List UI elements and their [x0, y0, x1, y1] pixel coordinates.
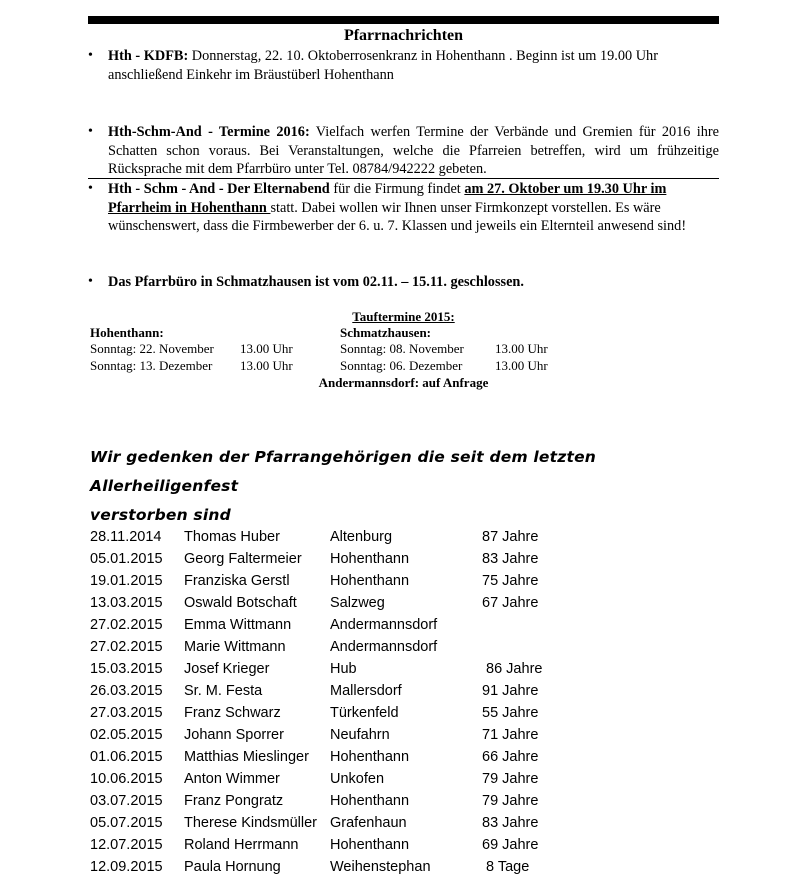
death-date: 27.02.2015 — [90, 617, 163, 633]
news-body: Vielfach werfen Termine der Verbände und Gremien für 2016 ihre Schatten schon voraus. Bei Veranstaltungen, welche die Pfarreien betreffen, wird um frühzeitige Rücksprache mit dem Pfarrbüro unter Tel. 08784/942222 gebeten. — [108, 124, 719, 177]
death-place: Hohenthann — [330, 793, 410, 809]
deceased-age: 83 Jahre — [482, 815, 539, 831]
memorial-line: Wir gedenken der Pfarrangehörigen die seit dem letzten Allerheiligenfest — [90, 448, 597, 495]
news-text — [108, 47, 719, 84]
death-date: 27.03.2015 — [90, 705, 163, 721]
deceased-age: 86 Jahre — [482, 661, 543, 677]
table-row — [90, 658, 572, 680]
table-row — [90, 526, 572, 548]
tauftermine-row — [340, 341, 548, 357]
news-item-termine — [88, 123, 719, 179]
tauftermine-time: 13.00 Uhr — [495, 357, 548, 373]
table-row — [90, 746, 572, 768]
deceased-name: Georg Faltermeier — [184, 551, 302, 567]
death-place: Hohenthann — [330, 551, 410, 567]
death-date: 28.11.2014 — [90, 529, 162, 545]
deceased-name: Franz Pongratz — [184, 793, 284, 809]
death-date: 12.07.2015 — [90, 837, 163, 853]
tauftermine-date: Sonntag: 13. Dezember — [90, 357, 213, 373]
deceased-age: 66 Jahre — [482, 749, 539, 765]
tauftermine-note: Andermannsdorf: auf Anfrage — [318, 375, 489, 390]
tauftermine-hohenthann — [90, 325, 293, 374]
deceased-age — [482, 614, 572, 636]
table-row — [90, 592, 572, 614]
table-row — [90, 856, 572, 878]
table-row — [90, 548, 572, 570]
death-date: 13.03.2015 — [90, 595, 163, 611]
news-emphasis: am 27. Oktober um 19.30 Uhr im Pfarrheim in Hohenthann — [108, 181, 667, 216]
deceased-name: Emma Wittmann — [184, 617, 292, 633]
deceased-name: Thomas Huber — [184, 529, 280, 545]
tauftermine-head: Hohenthann: — [90, 325, 164, 340]
memorial-heading — [90, 443, 690, 530]
deceased-age: 75 Jahre — [482, 573, 539, 589]
death-place: Hohenthann — [330, 837, 410, 853]
deceased-age: 67 Jahre — [482, 595, 539, 611]
deceased-name: Oswald Botschaft — [184, 595, 297, 611]
header-rule — [88, 16, 719, 24]
death-place: Mallersdorf — [330, 683, 402, 699]
death-date: 05.01.2015 — [90, 551, 163, 567]
news-body: Donnerstag, 22. 10. Oktoberrosenkranz in Hohenthann . Beginn ist um 19.00 Uhr anschließend Einkehr im Bräustüberl Hohenthann — [108, 48, 658, 83]
death-place: Weihenstephan — [330, 859, 431, 875]
deceased-table-body — [90, 526, 572, 878]
death-place: Andermannsdorf — [330, 617, 438, 633]
news-lead: Hth - KDFB: — [108, 48, 189, 64]
table-row — [90, 768, 572, 790]
table-row — [90, 680, 572, 702]
deceased-age: 79 Jahre — [482, 771, 539, 787]
death-place: Neufahrn — [330, 727, 390, 743]
death-date: 03.07.2015 — [90, 793, 163, 809]
tauftermine-date: Sonntag: 06. Dezember — [340, 357, 463, 373]
deceased-name: Paula Hornung — [184, 859, 281, 875]
table-row — [90, 570, 572, 592]
memorial-line: verstorben sind — [90, 506, 231, 524]
news-body: für die Firmung findet — [329, 181, 465, 197]
table-row — [90, 614, 572, 636]
death-date: 10.06.2015 — [90, 771, 163, 787]
table-row — [90, 790, 572, 812]
tauftermine-date: Sonntag: 22. November — [90, 341, 214, 357]
tauftermine-time: 13.00 Uhr — [240, 357, 293, 373]
bullet-icon: • — [88, 274, 93, 289]
table-row — [90, 834, 572, 856]
deceased-name: Franz Schwarz — [184, 705, 281, 721]
deceased-age: 71 Jahre — [482, 727, 539, 743]
death-date: 12.09.2015 — [90, 859, 163, 875]
news-text — [108, 273, 719, 292]
deceased-name: Johann Sporrer — [184, 727, 284, 743]
deceased-age: 55 Jahre — [482, 705, 539, 721]
deceased-name: Sr. M. Festa — [184, 683, 263, 699]
deceased-table — [90, 526, 572, 878]
news-body: statt. Dabei wollen wir Ihnen unser Firmkonzept vorstellen. Es wäre wünschenswert, dass die Firmbewerber der 6. u. 7. Klassen und jeweils ein Elternteil anwesend sind! — [108, 199, 687, 234]
death-place: Hub — [330, 661, 357, 677]
tauftermine-row — [340, 358, 548, 374]
death-date: 05.07.2015 — [90, 815, 163, 831]
deceased-age: 8 Tage — [482, 859, 530, 875]
death-date: 02.05.2015 — [90, 727, 163, 743]
deceased-name: Josef Krieger — [184, 661, 270, 677]
page-title: Pfarrnachrichten — [343, 27, 464, 44]
death-place: Hohenthann — [330, 749, 410, 765]
news-item-kdfb — [88, 47, 719, 84]
deceased-age: 91 Jahre — [482, 683, 539, 699]
table-row — [90, 812, 572, 834]
death-place: Salzweg — [330, 595, 385, 611]
deceased-name: Roland Herrmann — [184, 837, 299, 853]
tauftermine-schmatzhausen — [340, 325, 548, 374]
deceased-name: Matthias Mieslinger — [184, 749, 309, 765]
death-place: Türkenfeld — [330, 705, 399, 721]
tauftermine-title: Tauftermine 2015: — [352, 309, 455, 324]
bullet-icon: • — [88, 124, 93, 139]
death-place: Altenburg — [330, 529, 393, 545]
death-place: Grafenhaun — [330, 815, 407, 831]
bullet-icon: • — [88, 181, 93, 196]
news-lead: Das Pfarrbüro in Schmatzhausen ist vom 02.11. – 15.11. geschlossen. — [108, 274, 524, 290]
tauftermine-time: 13.00 Uhr — [240, 341, 293, 357]
news-item-pfarrbuero — [88, 273, 719, 292]
tauftermine-time: 13.00 Uhr — [495, 341, 548, 357]
tauftermine-date: Sonntag: 08. November — [340, 341, 464, 357]
tauftermine-row — [90, 341, 293, 357]
news-text — [108, 123, 719, 179]
deceased-age — [482, 636, 572, 658]
news-text — [108, 180, 719, 236]
deceased-age: 83 Jahre — [482, 551, 539, 567]
table-row — [90, 702, 572, 724]
deceased-age: 69 Jahre — [482, 837, 539, 853]
news-lead: Hth - Schm - And - Der Elternabend — [108, 181, 330, 197]
separator-line — [88, 178, 719, 179]
bullet-icon: • — [88, 48, 93, 63]
deceased-age: 87 Jahre — [482, 529, 539, 545]
news-item-elternabend — [88, 180, 719, 236]
death-date: 27.02.2015 — [90, 639, 163, 655]
death-date: 15.03.2015 — [90, 661, 163, 677]
tauftermine-row — [90, 358, 293, 374]
death-date: 26.03.2015 — [90, 683, 163, 699]
death-place: Andermannsdorf — [330, 639, 438, 655]
death-date: 19.01.2015 — [90, 573, 163, 589]
news-lead: Hth-Schm-And - Termine 2016: — [108, 124, 310, 140]
tauftermine-head: Schmatzhausen: — [340, 325, 432, 340]
death-place: Hohenthann — [330, 573, 410, 589]
deceased-name: Anton Wimmer — [184, 771, 280, 787]
death-place: Unkofen — [330, 771, 385, 787]
deceased-name: Franziska Gerstl — [184, 573, 290, 589]
death-date: 01.06.2015 — [90, 749, 163, 765]
table-row — [90, 724, 572, 746]
deceased-age: 79 Jahre — [482, 793, 539, 809]
deceased-name: Therese Kindsmüller — [184, 815, 317, 831]
deceased-name: Marie Wittmann — [184, 639, 286, 655]
table-row — [90, 636, 572, 658]
